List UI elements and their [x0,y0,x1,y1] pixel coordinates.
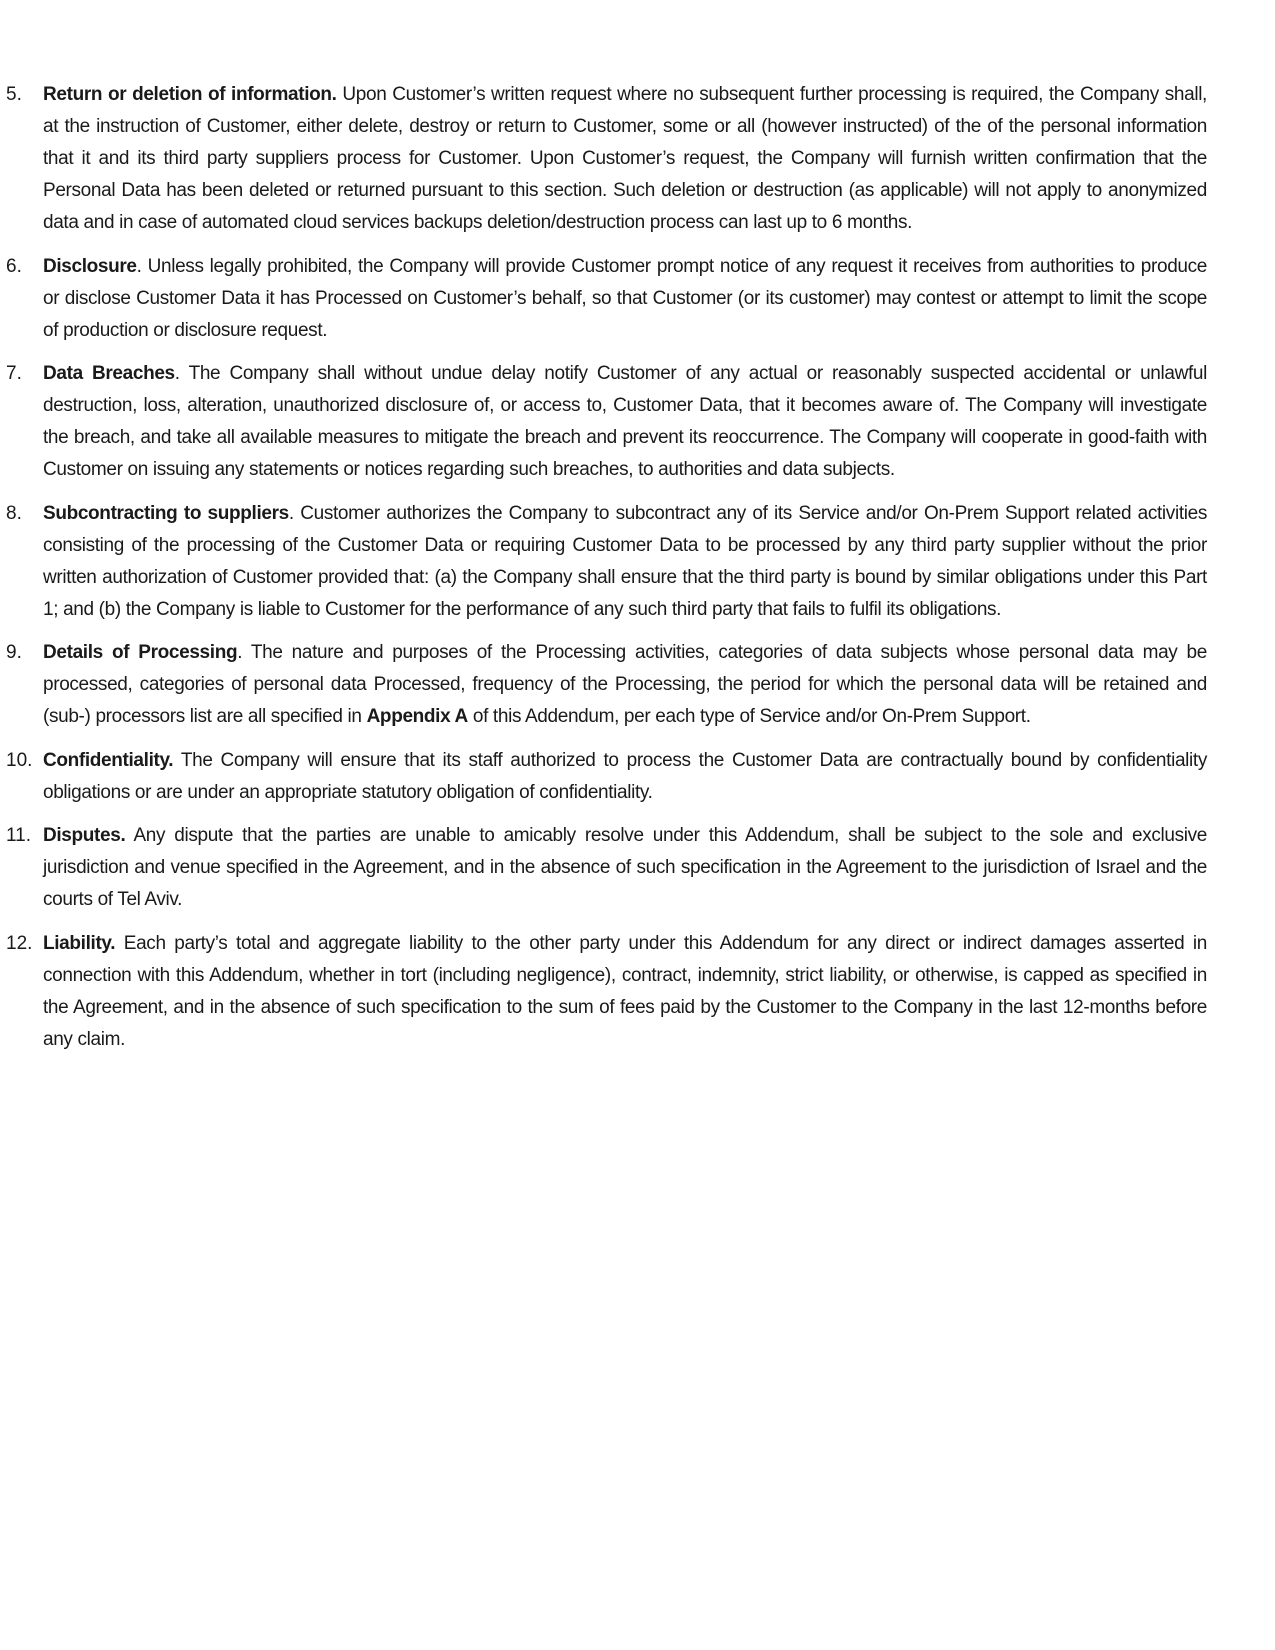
clause-body [43,79,1207,239]
clause-10 [0,745,1275,809]
clause-number: 12. [6,932,33,954]
clause-number: 7. [6,363,22,384]
clause-5 [0,79,1275,239]
clause-title: Data Breaches [43,363,175,384]
clause-12 [0,928,1275,1056]
clause-text: . The nature and purposes of the Processing activities, categories of data subjects whose personal data may be processed, categories of personal data Processed, frequency of the Processing, the period for which the personal data will be retained and (sub-) processors list are all specified in [43,642,1207,727]
clause-8 [0,498,1275,626]
clause-text: Any dispute that the parties are unable to amicably resolve under this Addendum, shall be subject to the sole and exclusive jurisdiction and venue specified in the Agreement, and in the absence of such specification in the Agreement to the jurisdiction of Israel and the courts of Tel Aviv. [43,825,1207,910]
clause-number: 10. [6,749,33,771]
clause-body [43,498,1207,626]
clause-text: of this Addendum, per each type of Service and/or On-Prem Support. [467,706,1031,727]
clause-text: . Unless legally prohibited, the Company will provide Customer prompt notice of any request it receives from authorities to produce or disclose Customer Data it has Processed on Customer’s behalf, so that Customer (or its customer) may contest or attempt to limit the scope of production or disclosure request. [43,255,1207,341]
clause-number: 5. [6,84,22,105]
clause-title: Subcontracting to suppliers [43,502,289,524]
clause-title: Return or deletion of information. [43,84,337,105]
clause-body [43,637,1207,733]
clause-text: Upon Customer’s written request where no subsequent further processing is required, the Company shall, at the instruction of Customer, either delete, destroy or return to Customer, some or all (however instructed) of the of the personal information that it and its third party suppliers process for Customer. Upon Customer’s request, the Company will furnish written confirmation that the Personal Data has been deleted or returned pursuant to this section. Such deletion or destruction (as applicable) will not apply to anonymized data and in case of automated cloud services backups deletion/destruction process can last up to 6 months. [43,84,1207,233]
clause-title: Disputes. [43,825,126,846]
clause-text: The Company will ensure that its staff authorized to process the Customer Data are contractually bound by confidentiality obligations or are under an appropriate statutory obligation of confidentiality. [43,749,1207,803]
clause-text: Each party’s total and aggregate liability to the other party under this Addendum for any direct or indirect damages asserted in connection with this Addendum, whether in tort (including negligence), contract, indemnity, strict liability, or otherwise, is capped as specified in the Agreement, and in the absence of such specification to the sum of fees paid by the Customer to the Company in the last 12-months before any claim. [43,932,1207,1050]
clause-number: 9. [6,642,22,663]
clause-number: 11. [6,825,32,846]
clause-text: . Customer authorizes the Company to subcontract any of its Service and/or On-Prem Support related activities consisting of the processing of the Customer Data or requiring Customer Data to be processed by any third party supplier without the prior written authorization of Customer provided that: (a) the Company shall ensure that the third party is bound by similar obligations under this Part 1; and (b) the Company is liable to Customer for the performance of any such third party that fails to fulfil its obligations. [43,502,1207,620]
clause-body [43,251,1207,347]
clause-body [43,358,1207,486]
clause-title: Disclosure [43,255,137,277]
clause-title: Details of Processing [43,642,238,663]
clause-6 [0,251,1275,347]
clause-title: Confidentiality. [43,749,174,771]
clause-text: . The Company shall without undue delay notify Customer of any actual or reasonably suspected accidental or unlawful destruction, loss, alteration, unauthorized disclosure of, or access to, Customer Data, that it becomes aware of. The Company will investigate the breach, and take all available measures to mitigate the breach and prevent its reoccurrence. The Company will cooperate in good-faith with Customer on issuing any statements or notices regarding such breaches, to authorities and data subjects. [43,363,1207,480]
clause-body [43,928,1207,1056]
clause-11 [0,820,1275,916]
appendix-reference: Appendix A [366,706,468,727]
clause-number: 6. [6,255,22,277]
clause-list [0,79,1275,1067]
clause-body [43,745,1207,809]
clause-number: 8. [6,502,22,524]
clause-9 [0,637,1275,733]
clause-body [43,820,1207,916]
clause-7 [0,358,1275,486]
clause-title: Liability. [43,932,116,954]
